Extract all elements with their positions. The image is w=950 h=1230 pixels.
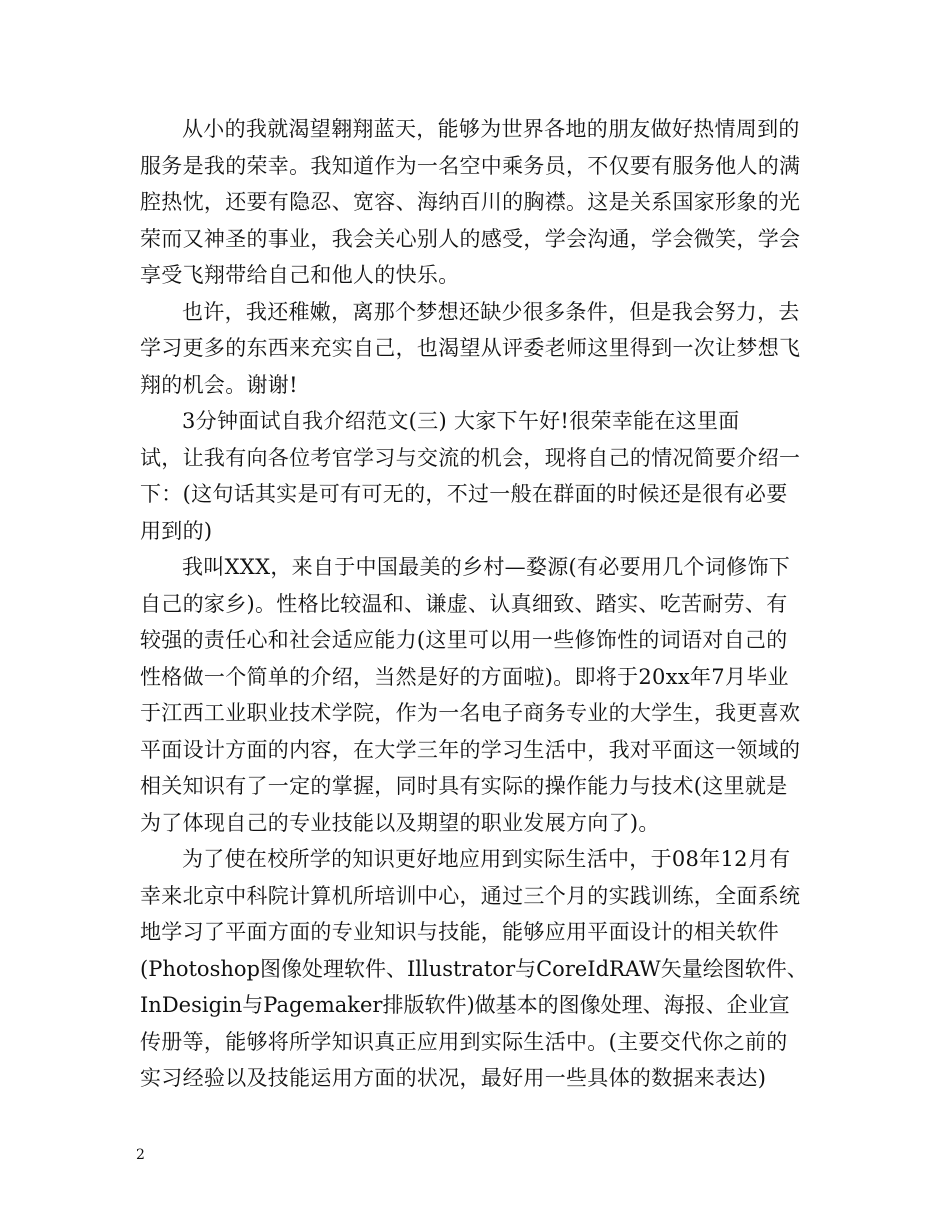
text-line: 于江西工业职业技术学院，作为一名电子商务专业的大学生，我更喜欢 xyxy=(140,701,801,725)
text-line: 性格做一个简单的介绍，当然是好的方面啦)。即将于20xx年7月毕业 xyxy=(140,664,789,689)
text-line: 翔的机会。谢谢! xyxy=(140,372,298,397)
page-number: 2 xyxy=(136,1147,145,1163)
text-line: 自己的家乡)。性格比较温和、谦虚、认真细致、踏实、吃苦耐劳、有 xyxy=(140,591,788,616)
text-line: 相关知识有了一定的掌握，同时具有实际的操作能力与技术(这里就是 xyxy=(140,774,788,798)
text-line: 为了使在校所学的知识更好地应用到实际生活中，于08年12月有 xyxy=(182,847,791,871)
text-line: 较强的责任心和社会适应能力(这里可以用一些修饰性的词语对自己的 xyxy=(140,628,788,652)
text-line: 学习更多的东西来充实自己，也渴望从评委老师这里得到一次让梦想飞 xyxy=(140,336,801,360)
text-line: 为了体现自己的专业技能以及期望的职业发展方向了)。 xyxy=(140,810,660,835)
text-line: 3分钟面试自我介绍范文(三) 大家下午好!很荣幸能在这里面 xyxy=(182,409,740,433)
text-line: 地学习了平面方面的专业知识与技能，能够应用平面设计的相关软件 xyxy=(140,920,779,944)
text-line: 我叫XXX，来自于中国最美的乡村—婺源(有必要用几个词修饰下 xyxy=(182,555,791,579)
text-line: 用到的) xyxy=(140,518,213,543)
text-line: 试，让我有向各位考官学习与交流的机会，现将自己的情况简要介绍一 xyxy=(140,445,801,470)
text-line: 传册等，能够将所学知识真正应用到实际生活中。(主要交代你之前的 xyxy=(140,1029,788,1054)
text-line: (Photoshop图像处理软件、Illustrator与CoreIdRAW矢量绘图软件、 xyxy=(140,956,808,981)
text-line: 从小的我就渴望翱翔蓝天，能够为世界各地的朋友做好热情周到的 xyxy=(182,117,800,141)
text-line: InDesigin与Pagemaker排版软件)做基本的图像处理、海报、企业宣 xyxy=(140,993,790,1017)
text-line: 下：(这句话其实是可有可无的，不过一般在群面的时候还是很有必要 xyxy=(140,482,788,506)
text-line: 也许，我还稚嫩，离那个梦想还缺少很多条件，但是我会努力，去 xyxy=(182,299,800,324)
text-line: 腔热忱，还要有隐忍、宽容、海纳百川的胸襟。这是关系国家形象的光 xyxy=(140,190,801,214)
text-line: 服务是我的荣幸。我知道作为一名空中乘务员，不仅要有服务他人的满 xyxy=(140,153,801,178)
text-line: 幸来北京中科院计算机所培训中心，通过三个月的实践训练，全面系统 xyxy=(140,883,801,908)
text-line: 实习经验以及技能运用方面的状况，最好用一些具体的数据来表达) xyxy=(140,1066,767,1090)
text-line: 荣而又神圣的事业，我会关心别人的感受，学会沟通，学会微笑，学会 xyxy=(140,226,801,251)
text-line: 享受飞翔带给自己和他人的快乐。 xyxy=(140,263,460,287)
text-line: 平面设计方面的内容，在大学三年的学习生活中，我对平面这一领域的 xyxy=(140,737,801,762)
